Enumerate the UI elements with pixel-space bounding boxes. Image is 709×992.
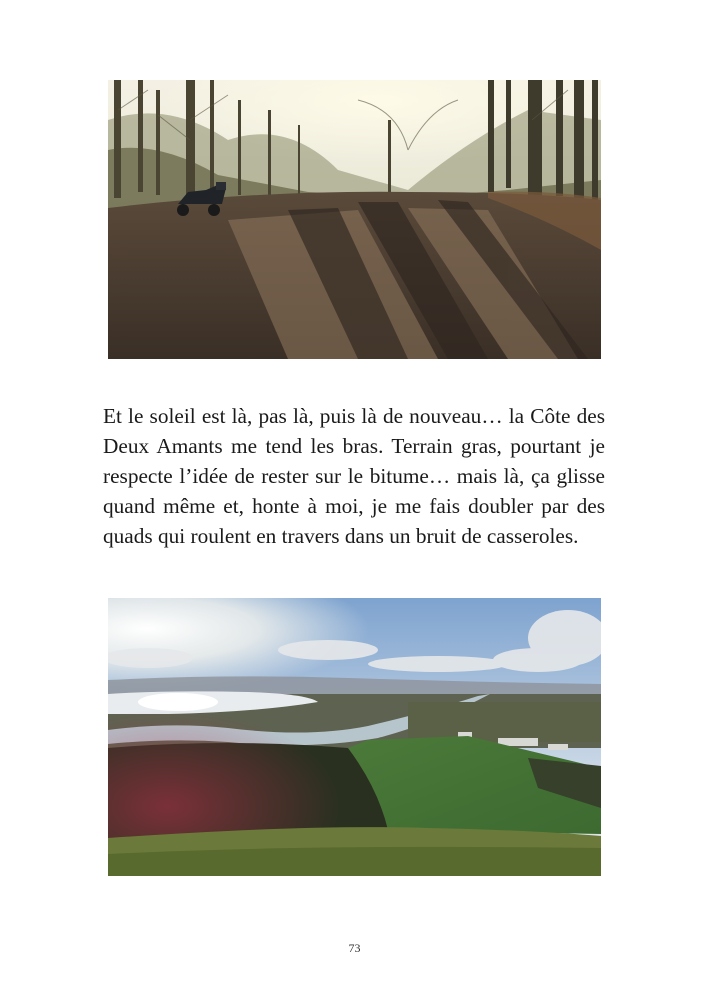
page-number: 73 bbox=[348, 941, 361, 955]
river-valley-photo bbox=[108, 598, 601, 876]
forest-trail-photo bbox=[108, 80, 601, 359]
body-paragraph: Et le soleil est là, pas là, puis là de nouveau… la Côte des Deux Amants me tend les bras. Terrain gras, pourtant je respecte l’idée de rester sur le bitume… mais là, ça glisse quand même et, honte à moi, je me fais doubler par des quads qui roulent en travers dans un bruit de casseroles. bbox=[103, 404, 605, 548]
